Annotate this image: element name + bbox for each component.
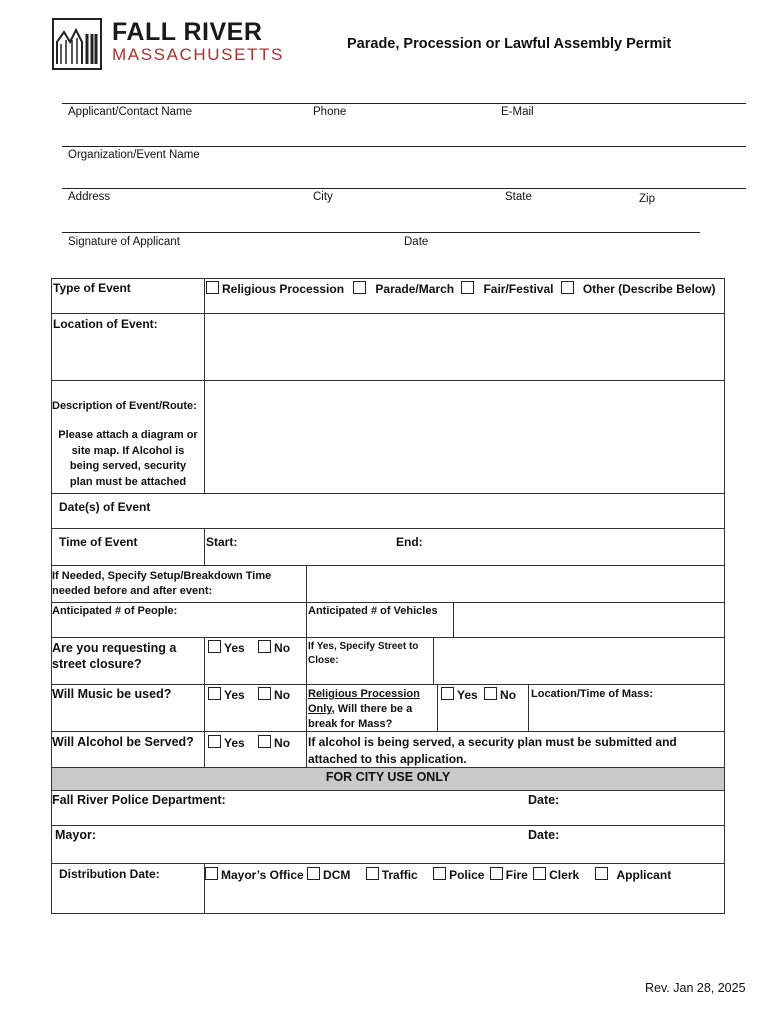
zip-label: Zip bbox=[639, 193, 655, 205]
religious-label-rest: , Will there be a break for Mass? bbox=[308, 703, 413, 730]
organization-label: Organization/Event Name bbox=[68, 149, 200, 161]
city-label: City bbox=[313, 191, 333, 203]
closure-yes-checkbox[interactable] bbox=[208, 640, 221, 653]
religious-procession-option: Religious Procession bbox=[222, 282, 345, 296]
music-label: Will Music be used? bbox=[52, 687, 172, 701]
clerk-checkbox[interactable] bbox=[533, 867, 546, 880]
vehicles-label: Anticipated # of Vehicles bbox=[308, 605, 438, 617]
mass-yesno bbox=[441, 687, 516, 702]
contact-line-4 bbox=[62, 232, 700, 233]
closure-label: Are you requesting a street closure? bbox=[52, 641, 177, 671]
phone-label: Phone bbox=[313, 106, 347, 118]
contact-line-1 bbox=[62, 103, 746, 104]
police-option: Police bbox=[449, 868, 485, 882]
mayors-office-option: Mayor’s Office bbox=[221, 868, 304, 882]
mass-yes-label: Yes bbox=[457, 688, 478, 702]
police-label: Fall River Police Department: bbox=[52, 793, 226, 807]
religious-label bbox=[308, 687, 434, 732]
mayor-date-label: Date: bbox=[528, 828, 560, 842]
parade-march-checkbox[interactable] bbox=[353, 281, 366, 294]
religious-procession-checkbox[interactable] bbox=[206, 281, 219, 294]
date-label: Date bbox=[404, 236, 429, 248]
contact-line-3 bbox=[62, 188, 746, 189]
time-input[interactable] bbox=[204, 528, 725, 566]
dates-label: Date(s) of Event bbox=[59, 500, 151, 514]
revision-date: Rev. Jan 28, 2025 bbox=[645, 981, 746, 995]
logo-mill-icon bbox=[54, 20, 100, 68]
type-options bbox=[206, 281, 716, 296]
description-input[interactable] bbox=[204, 380, 725, 494]
parade-march-option: Parade/March bbox=[375, 282, 455, 296]
distribution-label: Distribution Date: bbox=[59, 867, 160, 881]
mass-no-checkbox[interactable] bbox=[484, 687, 497, 700]
clerk-option: Clerk bbox=[549, 868, 580, 882]
music-no-checkbox[interactable] bbox=[258, 687, 271, 700]
type-label: Type of Event bbox=[53, 281, 131, 295]
location-label: Location of Event: bbox=[53, 317, 158, 331]
city-use-heading: FOR CITY USE ONLY bbox=[325, 770, 451, 784]
applicant-option: Applicant bbox=[616, 868, 672, 882]
fire-option: Fire bbox=[505, 868, 528, 882]
closure-specify-label: If Yes, Specify Street to Close: bbox=[308, 641, 419, 666]
alcohol-yesno bbox=[208, 735, 290, 750]
email-label: E-Mail bbox=[501, 106, 534, 118]
applicant-label: Applicant/Contact Name bbox=[68, 106, 193, 118]
location-input[interactable] bbox=[204, 313, 725, 381]
traffic-option: Traffic bbox=[381, 868, 418, 882]
closure-yesno bbox=[208, 640, 290, 655]
other-option: Other (Describe Below) bbox=[582, 282, 716, 296]
religious-label-underlined: Religious Procession Only bbox=[308, 688, 420, 715]
music-no-label: No bbox=[274, 688, 291, 702]
music-yesno bbox=[208, 687, 290, 702]
police-date-label: Date: bbox=[528, 793, 560, 807]
brand-name: FALL RIVER bbox=[112, 18, 263, 46]
closure-street-input[interactable] bbox=[433, 637, 725, 685]
alcohol-no-label: No bbox=[274, 736, 291, 750]
setup-label: If Needed, Specify Setup/Breakdown Time needed before and after event: bbox=[52, 570, 272, 597]
start-label: Start: bbox=[206, 535, 238, 549]
distribution-options bbox=[205, 867, 671, 882]
alcohol-no-checkbox[interactable] bbox=[258, 735, 271, 748]
setup-input[interactable] bbox=[306, 565, 725, 603]
dcm-checkbox[interactable] bbox=[307, 867, 320, 880]
time-label: Time of Event bbox=[59, 535, 138, 549]
mayor-label: Mayor: bbox=[55, 828, 96, 842]
applicant-checkbox[interactable] bbox=[595, 867, 608, 880]
fire-checkbox[interactable] bbox=[490, 867, 503, 880]
mass-label: Location/Time of Mass: bbox=[531, 688, 654, 700]
other-checkbox[interactable] bbox=[561, 281, 574, 294]
closure-no-label: No bbox=[274, 641, 291, 655]
description-label: Description of Event/Route: bbox=[52, 400, 197, 412]
fair-festival-option: Fair/Festival bbox=[483, 282, 554, 296]
end-label: End: bbox=[396, 535, 423, 549]
mass-no-label: No bbox=[500, 688, 517, 702]
dcm-option: DCM bbox=[323, 868, 351, 882]
address-label: Address bbox=[68, 191, 111, 203]
city-logo bbox=[52, 18, 102, 70]
music-yes-checkbox[interactable] bbox=[208, 687, 221, 700]
alcohol-note: If alcohol is being served, a security plan must be submitted and attached to this application. bbox=[308, 735, 677, 766]
mass-yes-checkbox[interactable] bbox=[441, 687, 454, 700]
police-checkbox[interactable] bbox=[433, 867, 446, 880]
vehicles-input[interactable] bbox=[453, 602, 725, 638]
dates-row[interactable] bbox=[51, 493, 725, 529]
people-label: Anticipated # of People: bbox=[52, 605, 178, 617]
closure-yes-label: Yes bbox=[224, 641, 245, 655]
music-yes-label: Yes bbox=[224, 688, 245, 702]
alcohol-yes-checkbox[interactable] bbox=[208, 735, 221, 748]
description-note: Please attach a diagram or site map. If Alcohol is being served, security plan must be attached bbox=[58, 429, 198, 488]
mayor-row[interactable] bbox=[51, 825, 725, 864]
alcohol-yes-label: Yes bbox=[224, 736, 245, 750]
contact-line-2 bbox=[62, 146, 746, 147]
state-label: State bbox=[505, 191, 532, 203]
signature-label: Signature of Applicant bbox=[68, 236, 180, 248]
form-title: Parade, Procession or Lawful Assembly Permit bbox=[347, 36, 672, 52]
alcohol-label: Will Alcohol be Served? bbox=[52, 735, 194, 749]
mayors-office-checkbox[interactable] bbox=[205, 867, 218, 880]
brand-state: MASSACHUSETTS bbox=[112, 45, 284, 64]
closure-no-checkbox[interactable] bbox=[258, 640, 271, 653]
traffic-checkbox[interactable] bbox=[366, 867, 379, 880]
fair-festival-checkbox[interactable] bbox=[461, 281, 474, 294]
